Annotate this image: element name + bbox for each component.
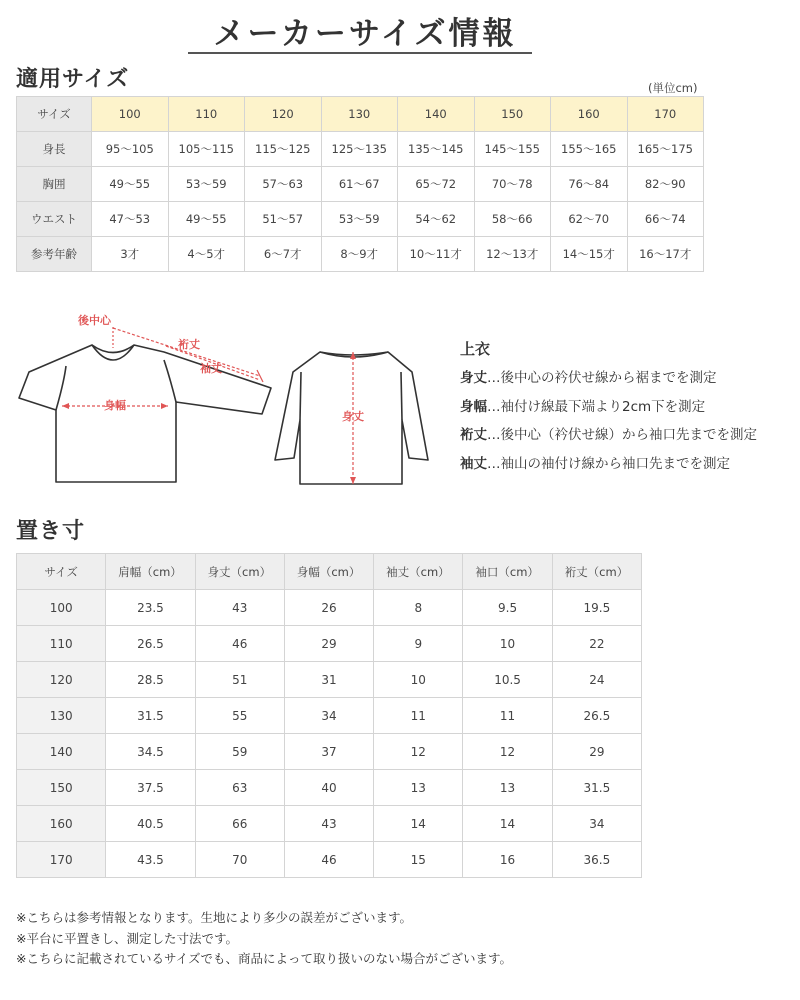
table-cell: 11 xyxy=(463,698,552,734)
table-cell: 46 xyxy=(195,626,284,662)
table-cell: 16 xyxy=(463,842,552,878)
table-cell: 12 xyxy=(463,734,552,770)
table-cell: 26 xyxy=(284,590,373,626)
size-header-cell: 140 xyxy=(398,97,475,132)
column-header: 袖口（cm） xyxy=(463,554,552,590)
table-cell: 34 xyxy=(552,806,641,842)
table-cell: 29 xyxy=(552,734,641,770)
guide-item xyxy=(460,366,757,395)
guide-term: 身丈 xyxy=(460,370,487,386)
size-guide-table xyxy=(16,96,704,272)
table-cell: 135〜145 xyxy=(398,132,475,167)
table-cell: 6〜7才 xyxy=(245,237,322,272)
garment-diagram xyxy=(16,300,441,495)
size-header-cell: 120 xyxy=(245,97,322,132)
table-cell: 57〜63 xyxy=(245,167,322,202)
table-cell: 145〜155 xyxy=(474,132,551,167)
table-cell: 8〜9才 xyxy=(321,237,398,272)
table-cell: 95〜105 xyxy=(92,132,169,167)
table-cell: 65〜72 xyxy=(398,167,475,202)
table-row xyxy=(17,842,642,878)
table-cell: 53〜59 xyxy=(168,167,245,202)
column-header: 袖丈（cm） xyxy=(374,554,463,590)
age-row xyxy=(17,237,704,272)
size-cell: 140 xyxy=(17,734,106,770)
front-garment-shape xyxy=(19,345,271,482)
table-cell: 82〜90 xyxy=(627,167,704,202)
table-cell: 63 xyxy=(195,770,284,806)
size-cell: 160 xyxy=(17,806,106,842)
note-line: ※平台に平置きし、測定した寸法です。 xyxy=(16,930,238,946)
row-label: 胸囲 xyxy=(17,167,92,202)
unit-note: (単位cm) xyxy=(648,81,698,95)
measurements-table xyxy=(16,553,642,878)
size-header-cell: 150 xyxy=(474,97,551,132)
guide-desc: …袖付け線最下端より2cm下を測定 xyxy=(487,398,706,415)
guide-term: 袖丈 xyxy=(460,455,487,472)
label-yuki: 裄丈 xyxy=(178,338,200,351)
table-cell: 37 xyxy=(284,734,373,770)
column-header: 裄丈（cm） xyxy=(552,554,641,590)
table-row xyxy=(17,734,642,770)
table-cell: 19.5 xyxy=(552,590,641,626)
column-header: 肩幅（cm） xyxy=(106,554,195,590)
table-cell: 34.5 xyxy=(106,734,195,770)
table-row xyxy=(17,626,642,662)
table-cell: 14〜15才 xyxy=(551,237,628,272)
guide-term: 身幅 xyxy=(460,398,487,415)
table-cell: 53〜59 xyxy=(321,202,398,237)
notes xyxy=(16,908,512,970)
size-cell: 130 xyxy=(17,698,106,734)
size-cell: 170 xyxy=(17,842,106,878)
measurements-header-row xyxy=(17,554,642,590)
table-cell: 24 xyxy=(552,662,641,698)
guide-heading: 上衣 xyxy=(460,340,491,358)
table-cell: 43.5 xyxy=(106,842,195,878)
table-cell: 66 xyxy=(195,806,284,842)
measurements-heading: 置き寸 xyxy=(16,519,86,544)
table-cell: 76〜84 xyxy=(551,167,628,202)
table-cell: 49〜55 xyxy=(168,202,245,237)
table-cell: 34 xyxy=(284,698,373,734)
size-header-cell: 130 xyxy=(321,97,398,132)
size-header-cell: 170 xyxy=(627,97,704,132)
size-cell: 100 xyxy=(17,590,106,626)
table-row xyxy=(17,698,642,734)
table-cell: 70〜78 xyxy=(474,167,551,202)
waist-row xyxy=(17,202,704,237)
table-row xyxy=(17,590,642,626)
table-cell: 70 xyxy=(195,842,284,878)
table-cell: 62〜70 xyxy=(551,202,628,237)
table-cell: 26.5 xyxy=(106,626,195,662)
table-cell: 26.5 xyxy=(552,698,641,734)
table-cell: 8 xyxy=(374,590,463,626)
table-cell: 29 xyxy=(284,626,373,662)
guide-desc: …後中心の衿伏せ線から裾までを測定 xyxy=(487,370,717,386)
note-line: ※こちらに記載されているサイズでも、商品によって取り扱いのない場合がございます。 xyxy=(16,951,512,966)
size-header-cell: 110 xyxy=(168,97,245,132)
table-cell: 14 xyxy=(374,806,463,842)
table-cell: 23.5 xyxy=(106,590,195,626)
table-row xyxy=(17,770,642,806)
table-cell: 10〜11才 xyxy=(398,237,475,272)
table-cell: 105〜115 xyxy=(168,132,245,167)
title-underline xyxy=(188,52,532,54)
table-cell: 12〜13才 xyxy=(474,237,551,272)
table-cell: 10 xyxy=(374,662,463,698)
guide-item xyxy=(460,423,757,452)
table-cell: 49〜55 xyxy=(92,167,169,202)
table-cell: 66〜74 xyxy=(627,202,704,237)
page-title: メーカーサイズ情報 xyxy=(213,16,517,52)
table-cell: 51〜57 xyxy=(245,202,322,237)
table-cell: 59 xyxy=(195,734,284,770)
table-cell: 3才 xyxy=(92,237,169,272)
column-header: サイズ xyxy=(17,554,106,590)
table-cell: 165〜175 xyxy=(627,132,704,167)
size-header-label: サイズ xyxy=(17,97,92,132)
table-cell: 115〜125 xyxy=(245,132,322,167)
guide-item xyxy=(460,452,757,481)
size-header-cell: 160 xyxy=(551,97,628,132)
guide-desc: …袖山の袖付け線から袖口先までを測定 xyxy=(487,455,730,472)
size-cell: 120 xyxy=(17,662,106,698)
table-cell: 4〜5才 xyxy=(168,237,245,272)
label-body-width: 身幅 xyxy=(104,399,126,412)
table-cell: 10 xyxy=(463,626,552,662)
column-header: 身丈（cm） xyxy=(195,554,284,590)
table-cell: 9 xyxy=(374,626,463,662)
table-row xyxy=(17,806,642,842)
note-line: ※こちらは参考情報となります。生地により多少の誤差がございます。 xyxy=(16,910,412,925)
table-cell: 12 xyxy=(374,734,463,770)
table-cell: 54〜62 xyxy=(398,202,475,237)
guide-term: 裄丈 xyxy=(460,427,487,443)
table-cell: 14 xyxy=(463,806,552,842)
table-cell: 46 xyxy=(284,842,373,878)
table-cell: 36.5 xyxy=(552,842,641,878)
column-header: 身幅（cm） xyxy=(284,554,373,590)
guide-item xyxy=(460,395,757,424)
table-cell: 43 xyxy=(195,590,284,626)
label-body-length: 身丈 xyxy=(342,410,364,423)
table-cell: 11 xyxy=(374,698,463,734)
label-back-center: 後中心 xyxy=(78,314,111,327)
table-row xyxy=(17,662,642,698)
table-cell: 10.5 xyxy=(463,662,552,698)
table-cell: 13 xyxy=(463,770,552,806)
row-label: ウエスト xyxy=(17,202,92,237)
row-label: 参考年齢 xyxy=(17,237,92,272)
label-sleeve: 袖丈 xyxy=(200,362,222,375)
table-cell: 61〜67 xyxy=(321,167,398,202)
table-cell: 155〜165 xyxy=(551,132,628,167)
table-cell: 43 xyxy=(284,806,373,842)
table-cell: 55 xyxy=(195,698,284,734)
size-guide-heading: 適用サイズ xyxy=(16,67,130,92)
guide-desc: …後中心（衿伏せ線）から袖口先までを測定 xyxy=(487,427,757,443)
table-cell: 125〜135 xyxy=(321,132,398,167)
table-cell: 47〜53 xyxy=(92,202,169,237)
table-cell: 31 xyxy=(284,662,373,698)
table-cell: 9.5 xyxy=(463,590,552,626)
table-cell: 37.5 xyxy=(106,770,195,806)
table-cell: 13 xyxy=(374,770,463,806)
table-cell: 51 xyxy=(195,662,284,698)
size-cell: 110 xyxy=(17,626,106,662)
table-cell: 31.5 xyxy=(552,770,641,806)
size-cell: 150 xyxy=(17,770,106,806)
table-cell: 22 xyxy=(552,626,641,662)
table-cell: 40 xyxy=(284,770,373,806)
size-header-cell: 100 xyxy=(92,97,169,132)
size-header-row xyxy=(17,97,704,132)
chest-row xyxy=(17,167,704,202)
table-cell: 40.5 xyxy=(106,806,195,842)
measurement-guide xyxy=(460,338,757,480)
table-cell: 31.5 xyxy=(106,698,195,734)
table-cell: 28.5 xyxy=(106,662,195,698)
table-cell: 15 xyxy=(374,842,463,878)
table-cell: 58〜66 xyxy=(474,202,551,237)
row-label: 身長 xyxy=(17,132,92,167)
height-row xyxy=(17,132,704,167)
table-cell: 16〜17才 xyxy=(627,237,704,272)
